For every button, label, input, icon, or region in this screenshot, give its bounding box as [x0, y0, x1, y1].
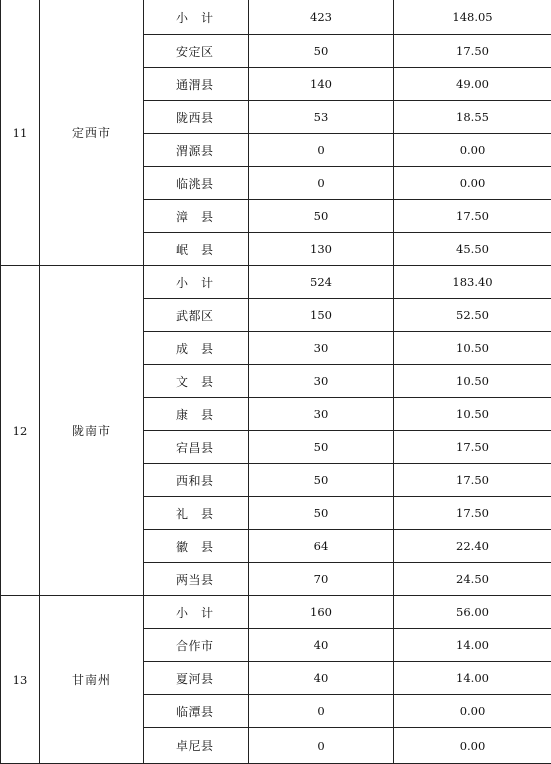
- count-cell: 50: [249, 35, 394, 68]
- county-name: 文 县: [144, 365, 249, 398]
- count-cell: 50: [249, 464, 394, 497]
- amount-cell: 0.00: [394, 134, 551, 167]
- count-cell: 30: [249, 332, 394, 365]
- amount-cell: 0.00: [394, 728, 551, 764]
- county-name: 陇西县: [144, 101, 249, 134]
- count-cell: 40: [249, 629, 394, 662]
- amount-cell: 17.50: [394, 200, 551, 233]
- county-name: 合作市: [144, 629, 249, 662]
- county-name: 西和县: [144, 464, 249, 497]
- subtotal-row: [1, 596, 551, 629]
- count-cell: 30: [249, 398, 394, 431]
- amount-cell: 17.50: [394, 431, 551, 464]
- county-name: 临洮县: [144, 167, 249, 200]
- county-name: 成 县: [144, 332, 249, 365]
- amount-cell: 14.00: [394, 662, 551, 695]
- county-name: 小 计: [144, 266, 249, 299]
- table-body: [1, 0, 551, 764]
- amount-cell: 17.50: [394, 497, 551, 530]
- county-name: 小 计: [144, 0, 249, 35]
- county-name: 宕昌县: [144, 431, 249, 464]
- amount-cell: 52.50: [394, 299, 551, 332]
- amount-cell: 17.50: [394, 35, 551, 68]
- group-number: 13: [1, 596, 40, 764]
- county-name: 临潭县: [144, 695, 249, 728]
- amount-cell: 22.40: [394, 530, 551, 563]
- count-cell: 524: [249, 266, 394, 299]
- count-cell: 30: [249, 365, 394, 398]
- subtotal-row: [1, 0, 551, 35]
- amount-cell: 0.00: [394, 167, 551, 200]
- county-name: 卓尼县: [144, 728, 249, 764]
- county-name: 岷 县: [144, 233, 249, 266]
- count-cell: 0: [249, 695, 394, 728]
- amount-cell: 18.55: [394, 101, 551, 134]
- amount-cell: 10.50: [394, 365, 551, 398]
- count-cell: 53: [249, 101, 394, 134]
- county-name: 漳 县: [144, 200, 249, 233]
- county-name: 康 县: [144, 398, 249, 431]
- amount-cell: 56.00: [394, 596, 551, 629]
- county-name: 礼 县: [144, 497, 249, 530]
- amount-cell: 0.00: [394, 695, 551, 728]
- count-cell: 70: [249, 563, 394, 596]
- count-cell: 0: [249, 167, 394, 200]
- count-cell: 0: [249, 134, 394, 167]
- amount-cell: 14.00: [394, 629, 551, 662]
- city-name: 甘南州: [40, 596, 144, 764]
- count-cell: 50: [249, 431, 394, 464]
- county-name: 两当县: [144, 563, 249, 596]
- county-name: 夏河县: [144, 662, 249, 695]
- county-name: 安定区: [144, 35, 249, 68]
- amount-cell: 148.05: [394, 0, 551, 35]
- county-name: 通渭县: [144, 68, 249, 101]
- group-number: 12: [1, 266, 40, 596]
- county-name: 武都区: [144, 299, 249, 332]
- amount-cell: 10.50: [394, 332, 551, 365]
- amount-cell: 10.50: [394, 398, 551, 431]
- group-number: 11: [1, 0, 40, 266]
- amount-cell: 45.50: [394, 233, 551, 266]
- count-cell: 160: [249, 596, 394, 629]
- city-name: 定西市: [40, 0, 144, 266]
- county-name: 小 计: [144, 596, 249, 629]
- city-name: 陇南市: [40, 266, 144, 596]
- count-cell: 423: [249, 0, 394, 35]
- count-cell: 150: [249, 299, 394, 332]
- amount-cell: 24.50: [394, 563, 551, 596]
- count-cell: 64: [249, 530, 394, 563]
- subtotal-row: [1, 266, 551, 299]
- county-name: 渭源县: [144, 134, 249, 167]
- count-cell: 50: [249, 497, 394, 530]
- amount-cell: 17.50: [394, 464, 551, 497]
- count-cell: 50: [249, 200, 394, 233]
- amount-cell: 183.40: [394, 266, 551, 299]
- count-cell: 40: [249, 662, 394, 695]
- county-name: 徽 县: [144, 530, 249, 563]
- amount-cell: 49.00: [394, 68, 551, 101]
- count-cell: 0: [249, 728, 394, 764]
- count-cell: 130: [249, 233, 394, 266]
- count-cell: 140: [249, 68, 394, 101]
